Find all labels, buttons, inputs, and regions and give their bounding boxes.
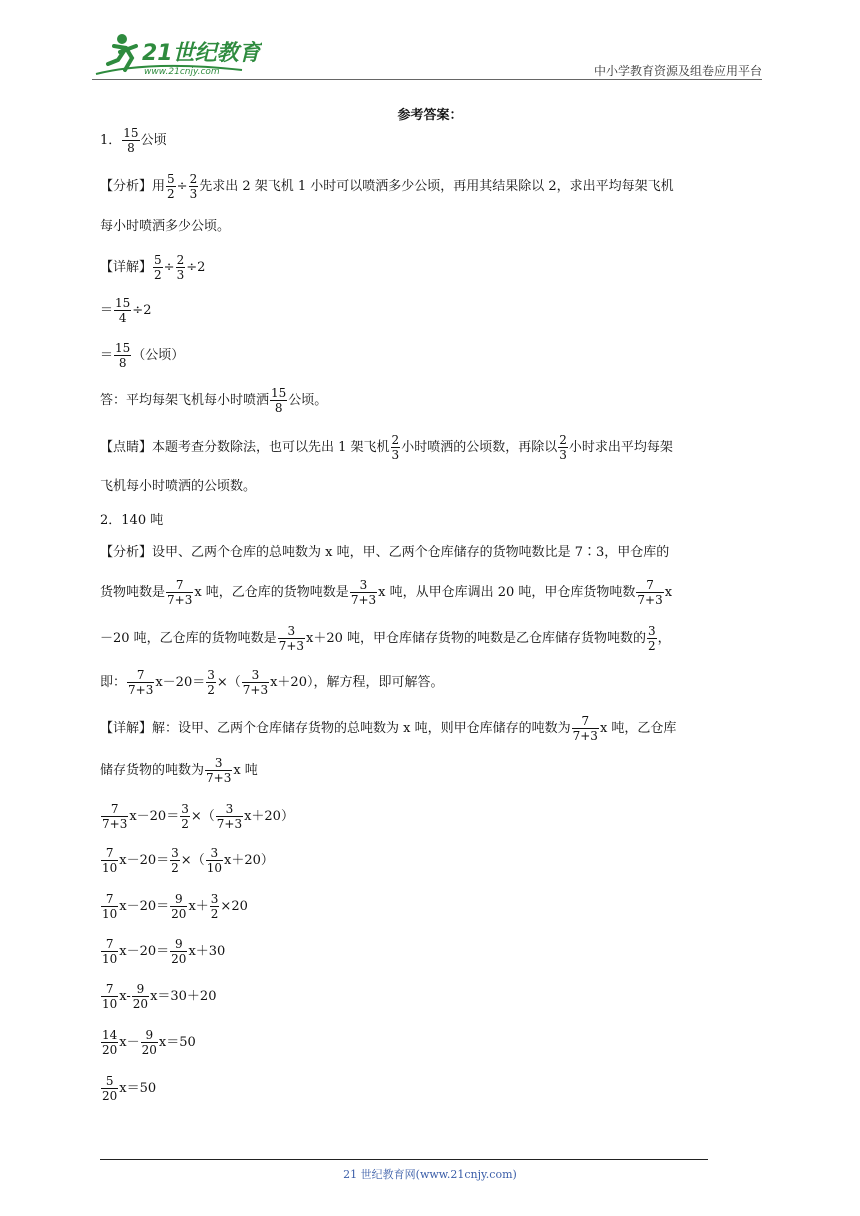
footer-text: 21 世纪教育网(www.21cnjy.com)	[343, 1168, 517, 1181]
q1-answer: 1． $\frac{15}{8}$ 公顷	[100, 126, 167, 155]
q1-analysis-line1: 【分析】用 $\frac{5}{2}$ ÷ $\frac{2}{3}$ 先求出 2 架飞机 1 小时可以喷洒多少公顷，再用其结果除以 2，求出平均每架飞机	[100, 172, 674, 201]
q1-remark-line2: 飞机每小时喷洒的公顷数。	[100, 479, 257, 494]
q1-detail-line3: ＝ $\frac{15}{8}$ （公顷）	[100, 341, 185, 370]
q1-analysis-line2: 每小时喷洒多少公顷。	[100, 219, 231, 234]
q2-detail-line2: 储存货物的吨数为 $\frac{3}{7+3}$ x 吨	[100, 756, 258, 785]
q2-eq-line7: $\frac{5}{20}$ x＝50	[102, 1074, 157, 1103]
q2-analysis-line2: 货物吨数是 $\frac{7}{7+3}$ x 吨，乙仓库的货物吨数是 $\frac{3}{7+3}$ x 吨，从甲仓库调出 20 吨，甲仓库货物吨数 $\frac{7}{7+3}$ x	[100, 578, 673, 607]
footer-divider	[100, 1159, 708, 1160]
svg-text:www.21cnjy.com: www.21cnjy.com	[144, 67, 220, 77]
page-title: 参考答案：	[397, 108, 463, 123]
q1-remark-line1: 【点睛】本题考查分数除法，也可以先出 1 架飞机 $\frac{2}{3}$ 小时喷洒的公顷数，再除以 $\frac{2}{3}$ 小时求出平均每架	[100, 433, 673, 462]
q2-analysis-line1: 【分析】设甲、乙两个仓库的总吨数为 x 吨，甲、乙两个仓库储存的货物吨数比是 7∶3，甲仓库的	[100, 545, 670, 560]
q2-eq-line1: $\frac{7}{7+3}$ x－20＝ $\frac{3}{2}$ ×（ $\frac{3}{7+3}$ x＋20）	[102, 802, 294, 831]
q2-eq-line3: $\frac{7}{10}$ x－20＝ $\frac{9}{20}$ x＋ $\frac{3}{2}$ ×20	[102, 892, 248, 921]
svg-text:21世纪教育: 21世纪教育	[142, 41, 261, 66]
q1-detail-line1: 【详解】 $\frac{5}{2}$ ÷ $\frac{2}{3}$ ÷2	[100, 253, 206, 282]
q2-eq-line4: $\frac{7}{10}$ x－20＝ $\frac{9}{20}$ x＋30	[102, 937, 226, 966]
q2-eq-line6: $\frac{14}{20}$ x－ $\frac{9}{20}$ x＝50	[102, 1028, 196, 1057]
header-platform-text: 中小学教育资源及组卷应用平台	[593, 64, 762, 78]
q2-eq-line5: $\frac{7}{10}$ x- $\frac{9}{20}$ x＝30＋20	[102, 982, 217, 1011]
q2-answer: 2．140 吨	[100, 513, 164, 528]
header-divider	[92, 79, 762, 80]
logo-21cnjy	[92, 30, 262, 78]
q2-eq-line2: $\frac{7}{10}$ x－20＝ $\frac{3}{2}$ ×（ $\frac{3}{10}$ x＋20）	[102, 846, 274, 875]
q2-detail-line1: 【详解】解：设甲、乙两个仓库储存货物的总吨数为 x 吨，则甲仓库储存的吨数为 $\frac{7}{7+3}$ x 吨，乙仓库	[100, 714, 677, 743]
q1-detail-line2: ＝ $\frac{15}{4}$ ÷2	[100, 296, 152, 325]
page-header	[92, 30, 762, 80]
q1-final-answer: 答：平均每架飞机每小时喷洒 $\frac{15}{8}$ 公顷。	[100, 386, 328, 415]
q2-analysis-line4: 即： $\frac{7}{7+3}$ x－20＝ $\frac{3}{2}$ ×（ $\frac{3}{7+3}$ x＋20），解方程，即可解答。	[100, 668, 444, 697]
q2-analysis-line3: －20 吨，乙仓库的货物吨数是 $\frac{3}{7+3}$ x＋20 吨，甲仓库储存货物的吨数是乙仓库储存货物吨数的 $\frac{3}{2}$ ，	[100, 624, 671, 653]
